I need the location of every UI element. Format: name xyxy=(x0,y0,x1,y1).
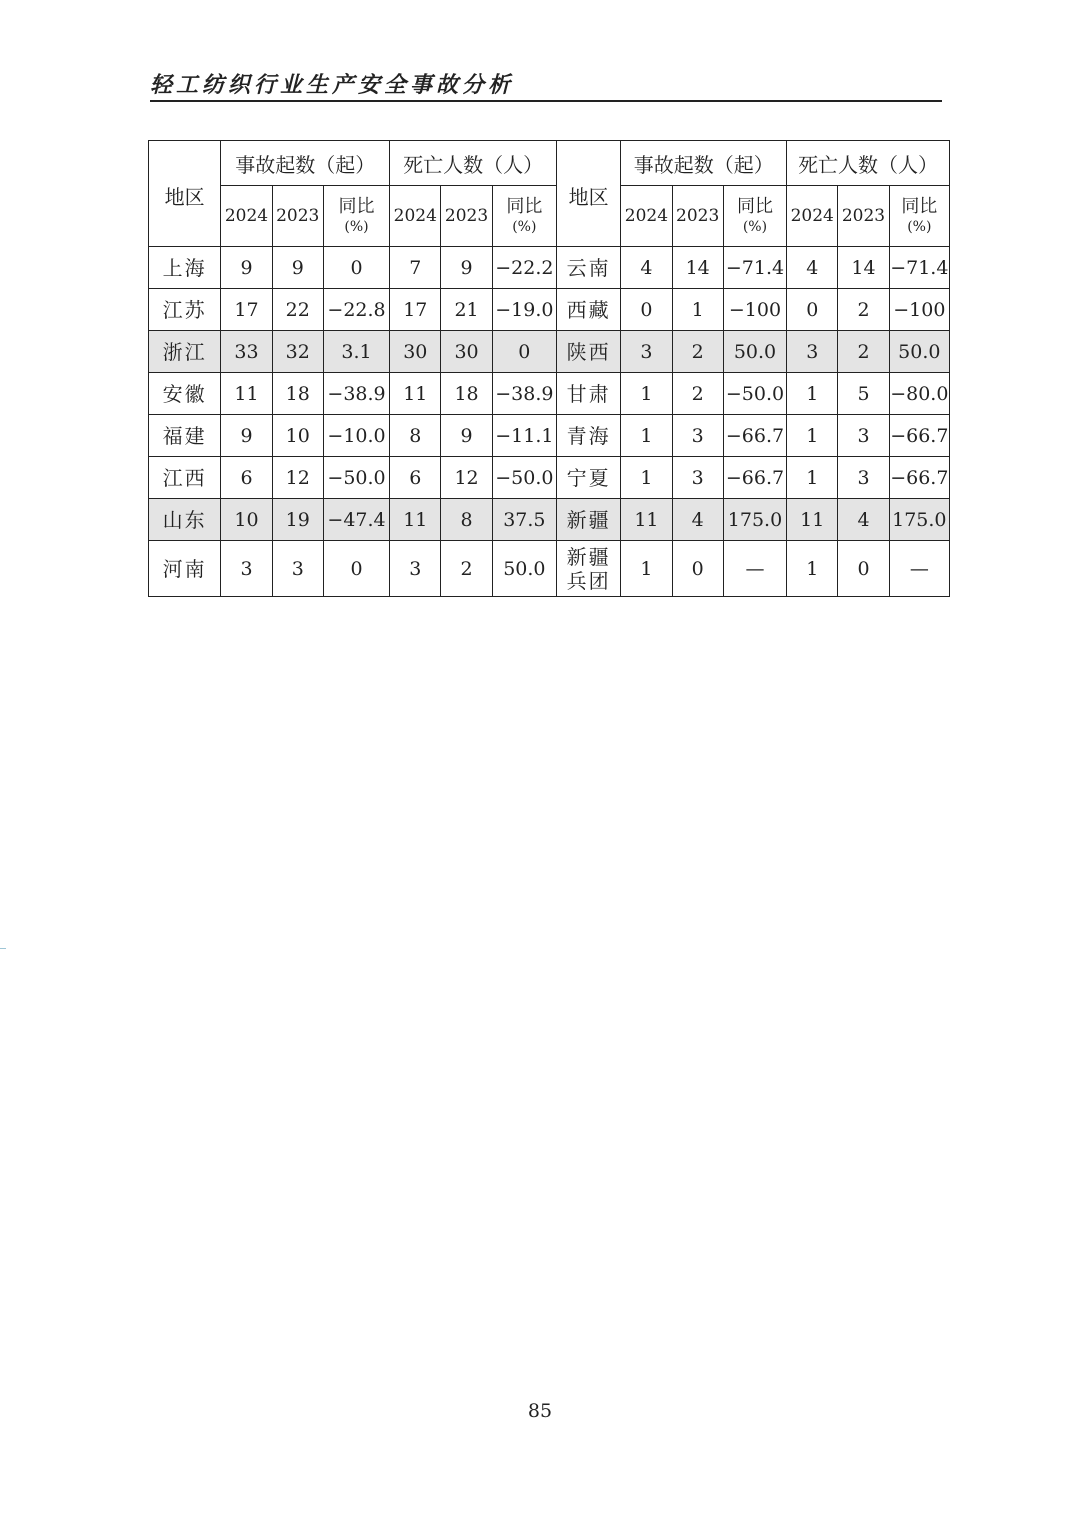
deaths-ratio-cell: −50.0 xyxy=(492,457,556,499)
region-column-header: 地区 xyxy=(149,141,221,247)
ratio-unit: (%) xyxy=(907,218,932,235)
accidents-ratio-cell: −22.8 xyxy=(323,289,389,331)
ratio-label: 同比 xyxy=(901,196,938,217)
deaths-ratio-cell: −11.1 xyxy=(492,415,556,457)
deaths-ratio-cell: 50.0 xyxy=(889,331,949,373)
deaths-2024-cell: 7 xyxy=(390,247,441,289)
accidents-2023-cell: 18 xyxy=(272,373,323,415)
table-row xyxy=(149,457,950,499)
region-cell: 青海 xyxy=(557,415,621,457)
year-2024-header: 2024 xyxy=(390,186,441,247)
accidents-2023-cell: 19 xyxy=(272,499,323,541)
accidents-2023-cell: 12 xyxy=(272,457,323,499)
accidents-2023-cell: 3 xyxy=(672,457,723,499)
ratio-unit: (%) xyxy=(344,218,369,235)
year-2024-header: 2024 xyxy=(221,186,272,247)
deaths-2023-cell: 4 xyxy=(838,499,889,541)
deaths-2024-cell: 1 xyxy=(787,541,838,597)
deaths-2023-cell: 2 xyxy=(441,541,492,597)
accidents-ratio-cell: 175.0 xyxy=(723,499,786,541)
deaths-group-header: 死亡人数（人） xyxy=(390,141,557,186)
accidents-ratio-cell: −66.7 xyxy=(723,457,786,499)
region-cell: 江苏 xyxy=(149,289,221,331)
accidents-ratio-cell: — xyxy=(723,541,786,597)
accidents-2023-cell: 2 xyxy=(672,331,723,373)
deaths-2024-cell: 8 xyxy=(390,415,441,457)
deaths-ratio-cell: −80.0 xyxy=(889,373,949,415)
accidents-2024-cell: 1 xyxy=(621,457,672,499)
deaths-2023-cell: 0 xyxy=(838,541,889,597)
yoy-ratio-header xyxy=(492,186,556,247)
accidents-2023-cell: 32 xyxy=(272,331,323,373)
deaths-2024-cell: 3 xyxy=(787,331,838,373)
accidents-ratio-cell: −50.0 xyxy=(323,457,389,499)
deaths-2023-cell: 5 xyxy=(838,373,889,415)
deaths-2023-cell: 9 xyxy=(441,247,492,289)
deaths-ratio-cell: −38.9 xyxy=(492,373,556,415)
deaths-ratio-cell: 37.5 xyxy=(492,499,556,541)
accidents-2023-cell: 4 xyxy=(672,499,723,541)
year-2023-header: 2023 xyxy=(272,186,323,247)
deaths-2024-cell: 1 xyxy=(787,457,838,499)
region-cell: 陕西 xyxy=(557,331,621,373)
region-cell: 云南 xyxy=(557,247,621,289)
page-number: 85 xyxy=(527,1400,553,1422)
region-cell: 安徽 xyxy=(149,373,221,415)
deaths-2024-cell: 11 xyxy=(390,499,441,541)
deaths-2023-cell: 14 xyxy=(838,247,889,289)
yoy-ratio-header xyxy=(723,186,786,247)
accident-statistics-table xyxy=(148,140,950,597)
accidents-ratio-cell: 0 xyxy=(323,247,389,289)
region-cell: 福建 xyxy=(149,415,221,457)
deaths-2023-cell: 21 xyxy=(441,289,492,331)
accidents-ratio-cell: −47.4 xyxy=(323,499,389,541)
region-cell: 新疆 兵团 xyxy=(557,541,621,597)
accidents-2024-cell: 3 xyxy=(221,541,272,597)
deaths-2024-cell: 17 xyxy=(390,289,441,331)
accidents-2023-cell: 3 xyxy=(672,415,723,457)
table-row xyxy=(149,331,950,373)
accidents-ratio-cell: −71.4 xyxy=(723,247,786,289)
scan-edge-mark xyxy=(0,948,6,949)
deaths-2023-cell: 9 xyxy=(441,415,492,457)
region-cell: 江西 xyxy=(149,457,221,499)
deaths-2023-cell: 12 xyxy=(441,457,492,499)
deaths-ratio-cell: −66.7 xyxy=(889,415,949,457)
year-2023-header: 2023 xyxy=(441,186,492,247)
ratio-label: 同比 xyxy=(338,196,375,217)
region-cell: 河南 xyxy=(149,541,221,597)
header-title: 轻工纺织行业生产安全事故分析 xyxy=(150,72,515,98)
year-2023-header: 2023 xyxy=(672,186,723,247)
deaths-2023-cell: 2 xyxy=(838,331,889,373)
deaths-2024-cell: 1 xyxy=(787,415,838,457)
accidents-2023-cell: 3 xyxy=(272,541,323,597)
accidents-2024-cell: 9 xyxy=(221,247,272,289)
accidents-group-header: 事故起数（起） xyxy=(221,141,390,186)
accidents-2023-cell: 22 xyxy=(272,289,323,331)
accidents-2023-cell: 14 xyxy=(672,247,723,289)
accidents-2023-cell: 9 xyxy=(272,247,323,289)
table-row xyxy=(149,415,950,457)
region-cell: 新疆 xyxy=(557,499,621,541)
table-row xyxy=(149,289,950,331)
ratio-unit: (%) xyxy=(742,218,768,235)
deaths-2024-cell: 6 xyxy=(390,457,441,499)
deaths-2024-cell: 3 xyxy=(390,541,441,597)
accidents-ratio-cell: 50.0 xyxy=(723,331,786,373)
accidents-group-header: 事故起数（起） xyxy=(621,141,787,186)
ratio-unit: (%) xyxy=(512,218,537,235)
accidents-2024-cell: 4 xyxy=(621,247,672,289)
region-cell: 宁夏 xyxy=(557,457,621,499)
deaths-2024-cell: 4 xyxy=(787,247,838,289)
accidents-ratio-cell: −50.0 xyxy=(723,373,786,415)
region-cell: 甘肃 xyxy=(557,373,621,415)
deaths-2023-cell: 3 xyxy=(838,457,889,499)
deaths-2023-cell: 8 xyxy=(441,499,492,541)
accidents-2023-cell: 10 xyxy=(272,415,323,457)
accidents-2024-cell: 33 xyxy=(221,331,272,373)
region-cell: 西藏 xyxy=(557,289,621,331)
deaths-2024-cell: 0 xyxy=(787,289,838,331)
region-column-header: 地区 xyxy=(557,141,621,247)
region-cell: 浙江 xyxy=(149,331,221,373)
accidents-2023-cell: 0 xyxy=(672,541,723,597)
accidents-2024-cell: 1 xyxy=(621,541,672,597)
accidents-2024-cell: 10 xyxy=(221,499,272,541)
deaths-2024-cell: 1 xyxy=(787,373,838,415)
ratio-label: 同比 xyxy=(736,196,773,217)
accidents-2023-cell: 2 xyxy=(672,373,723,415)
year-2024-header: 2024 xyxy=(621,186,672,247)
region-cell: 山东 xyxy=(149,499,221,541)
deaths-ratio-cell: −19.0 xyxy=(492,289,556,331)
accidents-2024-cell: 1 xyxy=(621,415,672,457)
yoy-ratio-header xyxy=(323,186,389,247)
yoy-ratio-header xyxy=(889,186,949,247)
accidents-2024-cell: 17 xyxy=(221,289,272,331)
deaths-2024-cell: 30 xyxy=(390,331,441,373)
accidents-2024-cell: 1 xyxy=(621,373,672,415)
deaths-group-header: 死亡人数（人） xyxy=(787,141,950,186)
accidents-ratio-cell: −38.9 xyxy=(323,373,389,415)
deaths-ratio-cell: −22.2 xyxy=(492,247,556,289)
deaths-ratio-cell: −71.4 xyxy=(889,247,949,289)
accidents-2024-cell: 0 xyxy=(621,289,672,331)
accidents-ratio-cell: −100 xyxy=(723,289,786,331)
accidents-2024-cell: 11 xyxy=(621,499,672,541)
deaths-ratio-cell: — xyxy=(889,541,949,597)
year-2024-header: 2024 xyxy=(787,186,838,247)
deaths-ratio-cell: −100 xyxy=(889,289,949,331)
deaths-2023-cell: 30 xyxy=(441,331,492,373)
accidents-2024-cell: 3 xyxy=(621,331,672,373)
accidents-2024-cell: 9 xyxy=(221,415,272,457)
deaths-2024-cell: 11 xyxy=(787,499,838,541)
accidents-ratio-cell: −10.0 xyxy=(323,415,389,457)
deaths-2023-cell: 2 xyxy=(838,289,889,331)
deaths-2023-cell: 3 xyxy=(838,415,889,457)
deaths-ratio-cell: 0 xyxy=(492,331,556,373)
deaths-ratio-cell: 50.0 xyxy=(492,541,556,597)
year-2023-header: 2023 xyxy=(838,186,889,247)
deaths-ratio-cell: 175.0 xyxy=(889,499,949,541)
region-cell: 上海 xyxy=(149,247,221,289)
deaths-2024-cell: 11 xyxy=(390,373,441,415)
table-row xyxy=(149,247,950,289)
table-row xyxy=(149,541,950,597)
table-row xyxy=(149,499,950,541)
accidents-ratio-cell: 3.1 xyxy=(323,331,389,373)
accidents-2024-cell: 6 xyxy=(221,457,272,499)
table-row xyxy=(149,373,950,415)
deaths-ratio-cell: −66.7 xyxy=(889,457,949,499)
deaths-2023-cell: 18 xyxy=(441,373,492,415)
page-header xyxy=(150,66,942,102)
accidents-2023-cell: 1 xyxy=(672,289,723,331)
accidents-ratio-cell: −66.7 xyxy=(723,415,786,457)
accidents-2024-cell: 11 xyxy=(221,373,272,415)
accidents-ratio-cell: 0 xyxy=(323,541,389,597)
ratio-label: 同比 xyxy=(506,196,543,217)
